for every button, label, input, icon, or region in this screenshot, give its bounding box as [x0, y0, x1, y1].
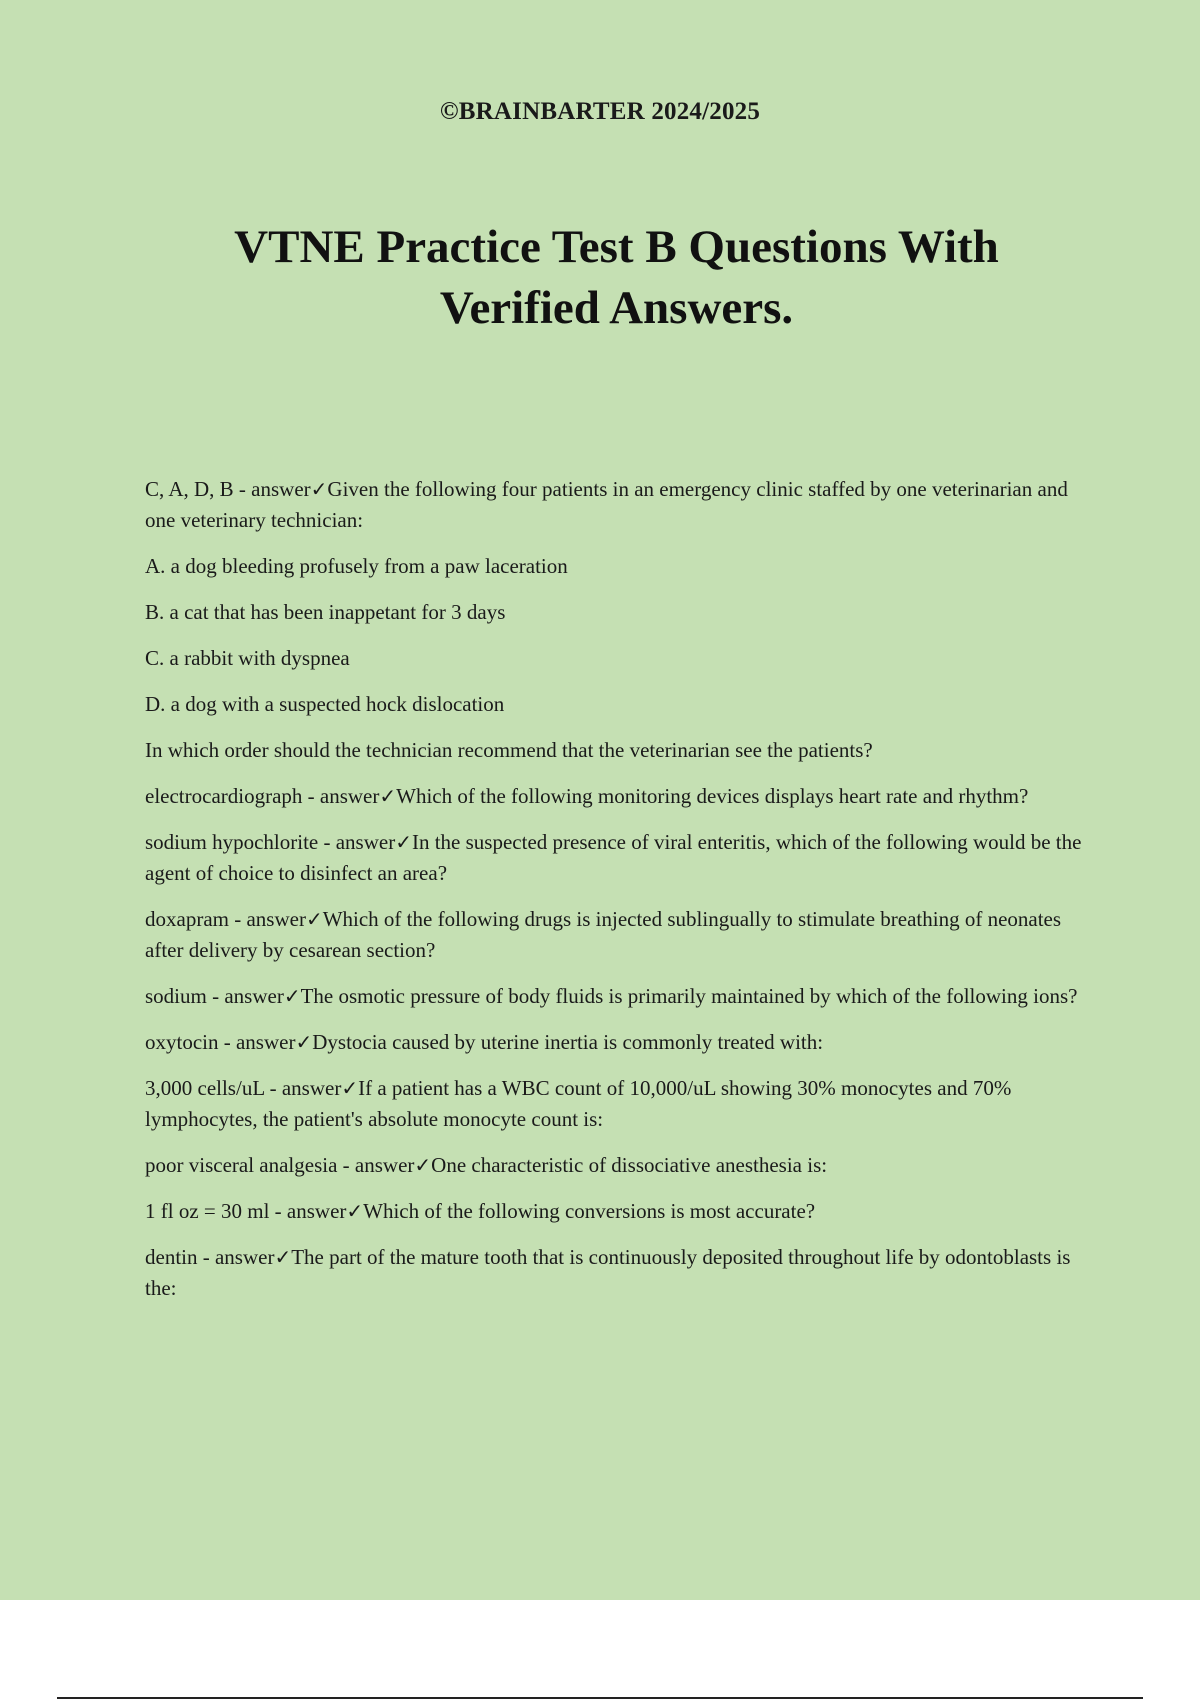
checkmark-icon: ✓ — [346, 1199, 364, 1223]
question-text: Which of the following drugs is injected sublingually to stimulate breathing of neonates after delivery by cesarean section? — [145, 907, 1062, 962]
answer-text: sodium hypochlorite - answer — [145, 830, 396, 854]
title-line-1: VTNE Practice Test B Questions With — [234, 221, 999, 273]
answer-text: electrocardiograph - answer — [145, 784, 380, 808]
question-text: Dystocia caused by uterine inertia is commonly treated with: — [312, 1030, 824, 1054]
question-text: The part of the mature tooth that is continuously deposited throughout life by odontoblasts is the: — [145, 1245, 1071, 1300]
answer-text: dentin - answer — [145, 1245, 275, 1269]
qa-content — [145, 474, 1085, 1319]
option-line: D. a dog with a suspected hock dislocation — [145, 692, 505, 716]
checkmark-icon: ✓ — [283, 984, 301, 1008]
question-text: If a patient has a WBC count of 10,000/uL showing 30% monocytes and 70% lymphocytes, the patient's absolute monocyte count is: — [145, 1076, 1012, 1131]
qa-entry — [145, 474, 1085, 536]
checkmark-icon: ✓ — [379, 784, 397, 808]
answer-text: 3,000 cells/uL - answer — [145, 1076, 342, 1100]
qa-entry — [145, 1196, 1085, 1227]
answer-text: sodium - answer — [145, 984, 284, 1008]
question-line: In which order should the technician recommend that the veterinarian see the patients? — [145, 738, 873, 762]
qa-entry — [145, 981, 1085, 1012]
qa-entry — [145, 827, 1085, 889]
copyright-header: ©BRAINBARTER 2024/2025 — [439, 98, 761, 125]
checkmark-icon: ✓ — [295, 1030, 313, 1054]
question-text: In the suspected presence of viral enteritis, which of the following would be the agent of choice to disinfect an area? — [145, 830, 1082, 885]
qa-entry — [145, 1027, 1085, 1058]
answer-text: 1 fl oz = 30 ml - answer — [145, 1199, 347, 1223]
answer-text: oxytocin - answer — [145, 1030, 296, 1054]
checkmark-icon: ✓ — [395, 830, 412, 854]
footer-divider — [57, 1697, 1143, 1699]
qa-entry — [145, 781, 1085, 812]
answer-text: doxapram - answer — [145, 907, 306, 931]
checkmark-icon: ✓ — [310, 477, 328, 501]
checkmark-icon: ✓ — [341, 1076, 359, 1100]
qa-entry — [145, 904, 1085, 966]
answer-text: poor visceral analgesia - answer — [145, 1153, 415, 1177]
option-line: B. a cat that has been inappetant for 3 days — [145, 600, 506, 624]
question-text: The osmotic pressure of body fluids is primarily maintained by which of the following ions? — [300, 984, 1078, 1008]
option-line: A. a dog bleeding profusely from a paw laceration — [145, 554, 568, 578]
question-text: Which of the following monitoring devices displays heart rate and rhythm? — [396, 784, 1029, 808]
option-line: C. a rabbit with dyspnea — [145, 646, 350, 670]
qa-entry — [145, 1073, 1085, 1135]
question-text: One characteristic of dissociative anesthesia is: — [431, 1153, 828, 1177]
checkmark-icon: ✓ — [305, 907, 323, 931]
qa-entry — [145, 1150, 1085, 1181]
qa-entry — [145, 1242, 1085, 1304]
document-title — [150, 217, 1083, 339]
question-text: Given the following four patients in an emergency clinic staffed by one veterinarian and one veterinary technician: — [145, 477, 1068, 532]
answer-text: C, A, D, B - answer — [145, 477, 311, 501]
checkmark-icon: ✓ — [414, 1153, 432, 1177]
title-line-2: Verified Answers. — [439, 282, 794, 334]
question-text: Which of the following conversions is most accurate? — [363, 1199, 816, 1223]
checkmark-icon: ✓ — [274, 1245, 292, 1269]
